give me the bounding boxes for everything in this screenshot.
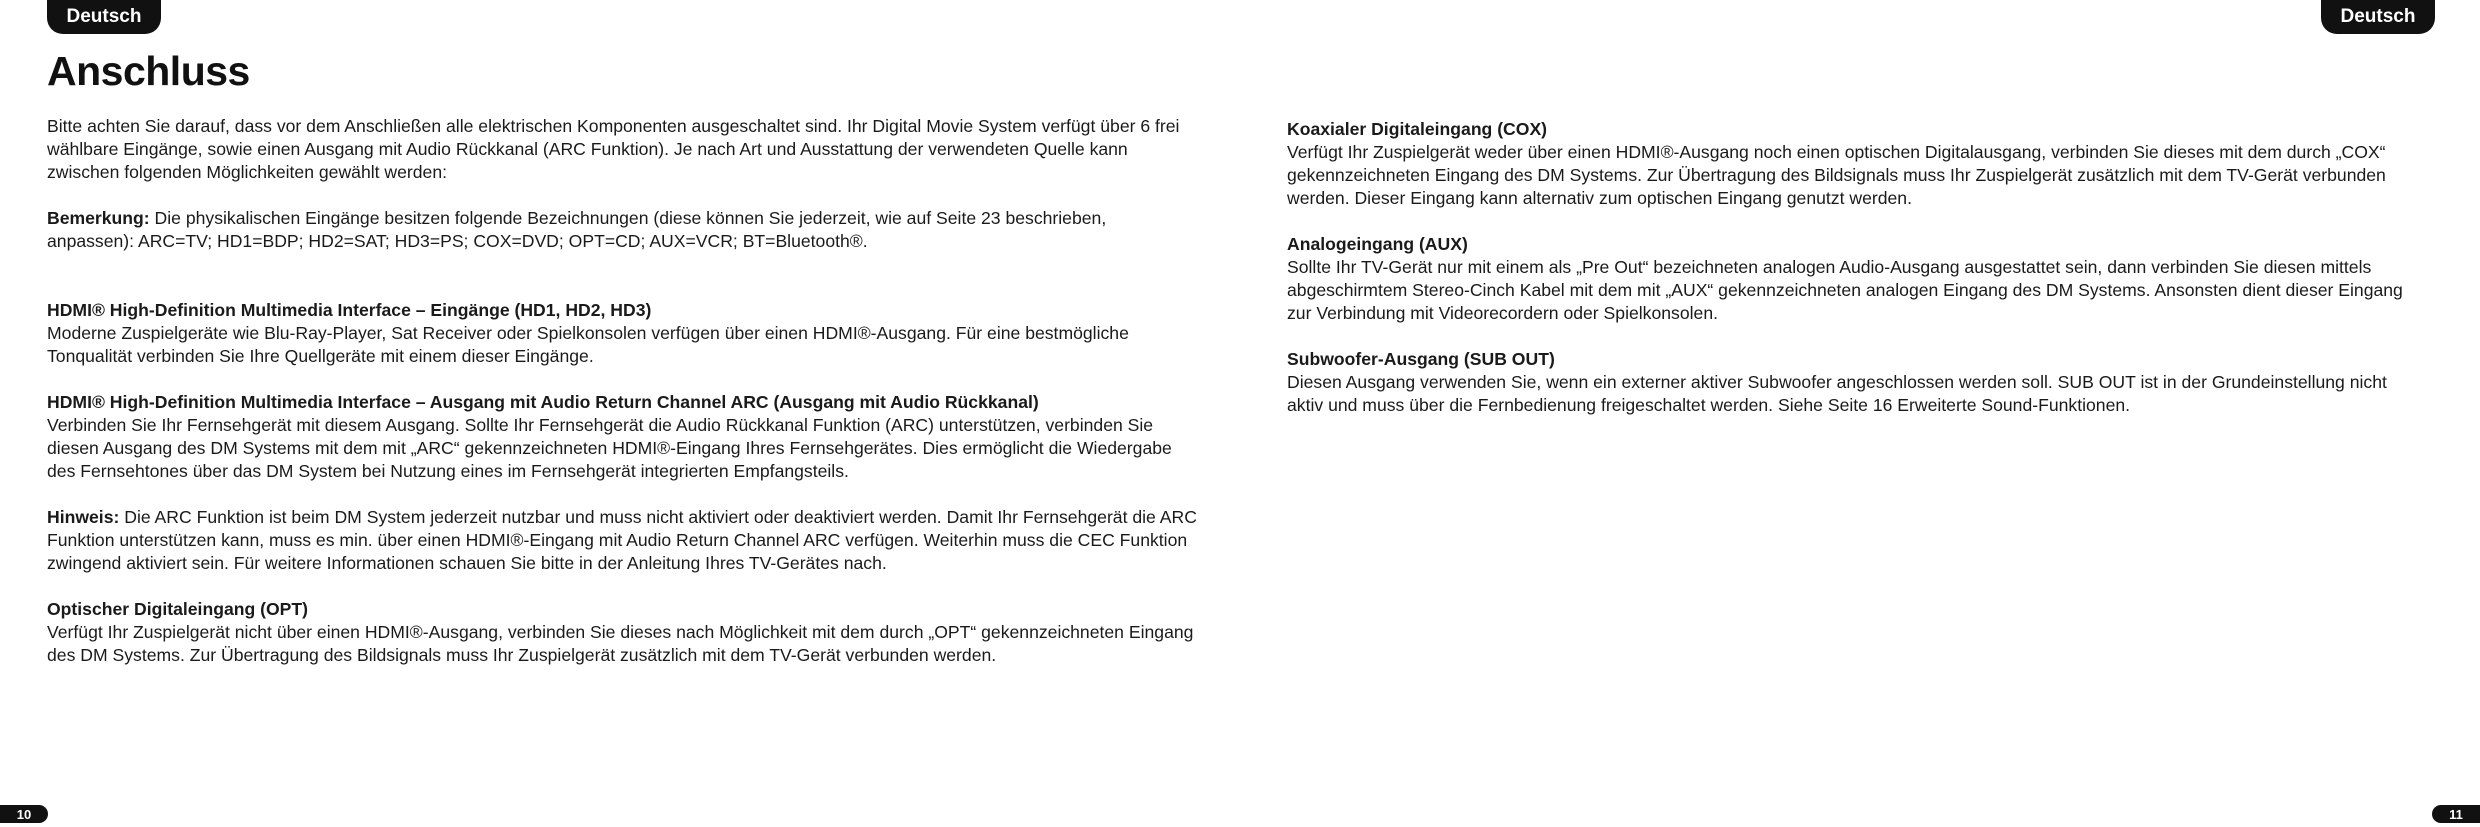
note-label: Bemerkung: — [47, 208, 150, 228]
optical-input-section — [47, 598, 1197, 667]
page-title: Anschluss — [47, 48, 250, 94]
coax-input-section — [1287, 118, 2427, 210]
intro-paragraph: Bitte achten Sie darauf, dass vor dem Anschließen alle elektrischen Komponenten ausgeschaltet sind. Ihr Digital Movie System verfügt über 6 frei wählbare Eingänge, sowie einen Ausgang mit Audio Rückkanal (ARC Funktion). Je nach Art und Ausstattung der verwendeten Quelle kann zwischen folgenden Möglichkeiten gewählt werden: — [47, 116, 1180, 182]
analog-input-section — [1287, 233, 2427, 325]
coax-input-heading: Koaxialer Digitaleingang (COX) — [1287, 119, 1548, 139]
coax-input-text: Verfügt Ihr Zuspielgerät weder über einen HDMI®-Ausgang noch einen optischen Digitalausgang, verbinden Sie dieses mit dem durch „COX“ gekennzeichneten Eingang des DM Systems. Zur Übertragung des Bildsignals muss Ihr Zuspielgerät zusätzlich mit dem TV-Gerät verbunden werden. Dieser Eingang kann alternativ zum optischen Eingang genutzt werden. — [1287, 142, 2386, 208]
language-tab-right: Deutsch — [2321, 0, 2435, 34]
hdmi-input-text: Moderne Zuspielgeräte wie Blu-Ray-Player, Sat Receiver oder Spielkonsolen verfügen über einen HDMI®-Ausgang. Für eine bestmögliche Tonqualität verbinden Sie Ihre Quellgeräte mit einem dieser Eingänge. — [47, 323, 1129, 366]
right-column — [1287, 118, 2427, 440]
analog-input-text: Sollte Ihr TV-Gerät nur mit einem als „Pre Out“ bezeichneten analogen Audio-Ausgang ausgestattet sein, dann verbinden Sie diesen mittels abgeschirmtem Stereo-Cinch Kabel mit dem mit „AUX“ gekennzeichneten analogen Eingang des DM Systems. Ansonsten dient dieser Eingang zur Verbindung mit Videorecordern oder Spielkonsolen. — [1287, 257, 2403, 323]
subwoofer-output-heading: Subwoofer-Ausgang (SUB OUT) — [1287, 349, 1555, 369]
hdmi-input-heading: HDMI® High-Definition Multimedia Interface – Eingänge (HD1, HD2, HD3) — [47, 300, 652, 320]
note-text: Die physikalischen Eingänge besitzen folgende Bezeichnungen (diese können Sie jederzeit, wie auf Seite 23 beschrieben, anpassen): ARC=TV; HD1=BDP; HD2=SAT; HD3=PS; COX=DVD; OPT=CD; AUX=VCR; BT=Bluetooth®. — [47, 208, 1107, 251]
language-tab-left: Deutsch — [47, 0, 161, 34]
hdmi-output-section — [47, 391, 1197, 483]
optical-input-heading: Optischer Digitaleingang (OPT) — [47, 599, 308, 619]
optical-input-text: Verfügt Ihr Zuspielgerät nicht über einen HDMI®-Ausgang, verbinden Sie dieses nach Möglichkeit mit dem durch „OPT“ gekennzeichneten Eingang des DM Systems. Zur Übertragung des Bildsignals muss Ihr Zuspielgerät zusätzlich mit dem TV-Gerät verbunden werden. — [47, 622, 1194, 665]
left-column — [47, 115, 1197, 690]
page-number-left: 10 — [0, 805, 48, 823]
hdmi-input-section — [47, 299, 1197, 368]
note-paragraph — [47, 207, 1197, 253]
hint-paragraph — [47, 506, 1197, 575]
hdmi-output-text: Verbinden Sie Ihr Fernsehgerät mit diesem Ausgang. Sollte Ihr Fernsehgerät die Audio Rückkanal Funktion (ARC) unterstützen, verbinden Sie diesen Ausgang des DM Systems mit dem mit „ARC“ gekennzeichneten HDMI®-Eingang Ihres Fernsehgerätes. Dies ermöglicht die Wiedergabe des Fernsehtones über das DM System bei Nutzung eines im Fernsehgerät integrierten Empfangsteils. — [47, 415, 1172, 481]
hint-text: Die ARC Funktion ist beim DM System jederzeit nutzbar und muss nicht aktiviert oder deaktiviert werden. Damit Ihr Fernsehgerät die ARC Funktion unterstützen kann, muss es min. über einen HDMI®-Eingang mit Audio Return Channel ARC verfügen. Weiterhin muss die CEC Funktion zwingend aktiviert sein. Für weitere Informationen schauen Sie bitte in der Anleitung Ihres TV-Gerätes nach. — [47, 507, 1197, 573]
hint-label: Hinweis: — [47, 507, 120, 527]
subwoofer-output-section — [1287, 348, 2427, 417]
analog-input-heading: Analogeingang (AUX) — [1287, 234, 1468, 254]
subwoofer-output-text: Diesen Ausgang verwenden Sie, wenn ein externer aktiver Subwoofer angeschlossen werden soll. SUB OUT ist in der Grundeinstellung nicht aktiv und muss über die Fernbedienung freigeschaltet werden. Siehe Seite 16 Erweiterte Sound-Funktionen. — [1287, 372, 2387, 415]
page-number-right: 11 — [2432, 805, 2480, 823]
hdmi-output-heading: HDMI® High-Definition Multimedia Interface – Ausgang mit Audio Return Channel ARC (Ausgang mit Audio Rückkanal) — [47, 392, 1039, 412]
